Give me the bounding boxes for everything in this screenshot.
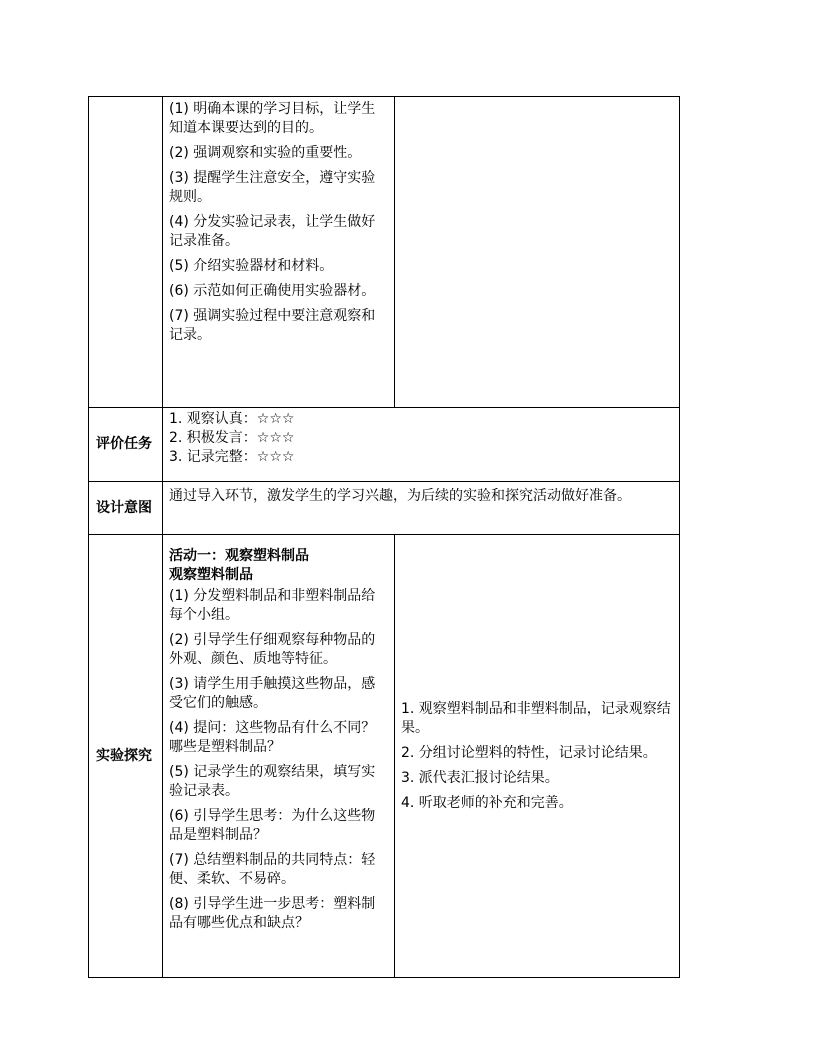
activity-title: 活动一：观察塑料制品 xyxy=(169,548,309,564)
table-row xyxy=(89,535,680,978)
list-item: 1. 观察塑料制品和非塑料制品，记录观察结果。 xyxy=(401,700,671,736)
list-item: 2. 分组讨论塑料的特性，记录讨论结果。 xyxy=(401,744,657,761)
list-item: (4) 提问：这些物品有什么不同？哪些是塑料制品？ xyxy=(169,720,376,755)
evaluation-cell xyxy=(163,408,680,482)
list-item: (1) 明确本课的学习目标，让学生知道本课要达到的目的。 xyxy=(169,101,376,136)
teacher-activity-cell xyxy=(163,535,395,978)
list-item: (6) 示范如何正确使用实验器材。 xyxy=(169,283,376,299)
list-item: 2. 积极发言：☆☆☆ xyxy=(169,430,295,446)
lesson-plan-table xyxy=(88,96,680,978)
student-activity-cell xyxy=(395,535,680,978)
list-item: (2) 强调观察和实验的重要性。 xyxy=(169,145,362,161)
list-item: (8) 引导学生进一步思考：塑料制品有哪些优点和缺点？ xyxy=(169,896,376,931)
evaluation-label: 评价任务 xyxy=(89,408,163,482)
design-label: 设计意图 xyxy=(89,482,163,535)
teacher-activity-cell xyxy=(163,97,395,408)
table-row xyxy=(89,97,680,408)
experiment-label: 实验探究 xyxy=(89,535,163,978)
table-row xyxy=(89,482,680,535)
list-item: (1) 分发塑料制品和非塑料制品给每个小组。 xyxy=(169,588,376,623)
design-intent-cell: 通过导入环节，激发学生的学习兴趣，为后续的实验和探究活动做好准备。 xyxy=(163,482,680,535)
list-item: (5) 介绍实验器材和材料。 xyxy=(169,258,334,274)
list-item: (3) 提醒学生注意安全，遵守实验规则。 xyxy=(169,170,376,205)
student-activity-cell xyxy=(395,97,680,408)
list-item: 3. 派代表汇报讨论结果。 xyxy=(401,769,559,786)
list-item: (7) 强调实验过程中要注意观察和记录。 xyxy=(169,308,376,343)
list-item: (4) 分发实验记录表，让学生做好记录准备。 xyxy=(169,214,376,249)
table-row xyxy=(89,408,680,482)
list-item: 1. 观察认真：☆☆☆ xyxy=(169,411,295,427)
row-label xyxy=(89,97,163,408)
list-item: (3) 请学生用手触摸这些物品，感受它们的触感。 xyxy=(169,676,376,711)
list-item: (5) 记录学生的观察结果，填写实验记录表。 xyxy=(169,764,376,799)
list-item: (6) 引导学生思考：为什么这些物品是塑料制品？ xyxy=(169,808,376,843)
list-item: 3. 记录完整：☆☆☆ xyxy=(169,449,295,465)
activity-subtitle: 观察塑料制品 xyxy=(169,567,253,583)
list-item: (2) 引导学生仔细观察每种物品的外观、颜色、质地等特征。 xyxy=(169,632,376,667)
list-item: 4. 听取老师的补充和完善。 xyxy=(401,794,573,811)
list-item: (7) 总结塑料制品的共同特点：轻便、柔软、不易碎。 xyxy=(169,852,376,887)
